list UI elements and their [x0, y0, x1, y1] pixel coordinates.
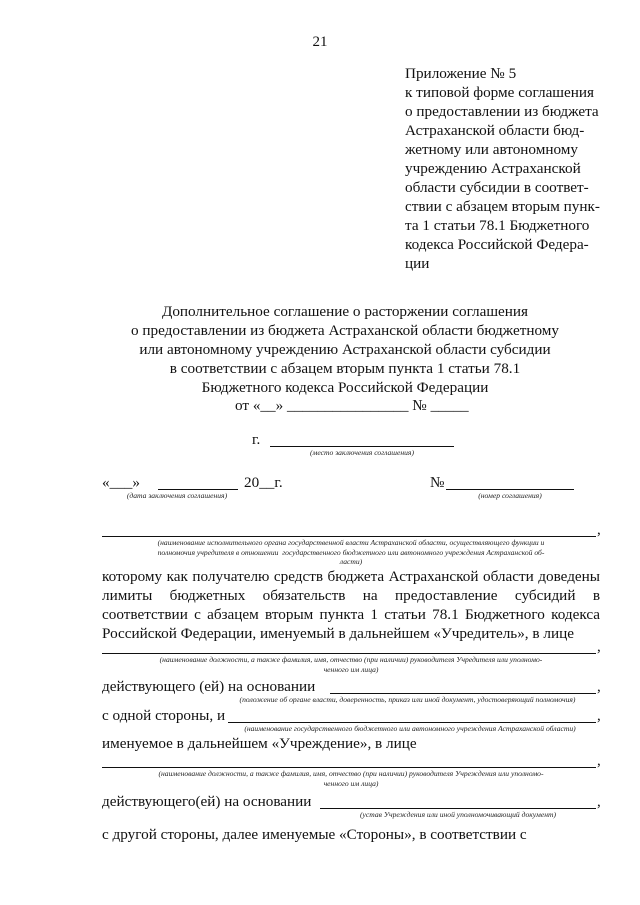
institution-rep-field[interactable] — [102, 767, 596, 768]
number-field[interactable] — [446, 489, 574, 490]
institution-rep-caption: (наименование должности, а также фамилия, имя, отчество (при наличии) руководителя Учреждения или уполномо- ченного им лица) — [158, 769, 544, 788]
city-caption: (место заключения соглашения) — [310, 448, 414, 457]
acting-basis-label-2: действующего(ей) на основании — [102, 793, 312, 810]
institution-field[interactable] — [228, 722, 596, 723]
title-date-line: от «__» ________________ № _____ — [235, 397, 469, 414]
founder-org-field[interactable] — [102, 536, 596, 537]
date-day: «___» — [102, 474, 140, 491]
number-label: № — [430, 474, 445, 491]
basis-field-2[interactable] — [320, 808, 596, 809]
date-year: 20__г. — [244, 474, 283, 491]
acting-basis-label-1: действующего (ей) на основании — [102, 678, 316, 695]
named-institution: именуемое в дальнейшем «Учреждение», в лице — [102, 735, 417, 752]
one-side-label: с одной стороны, и — [102, 707, 226, 724]
city-field[interactable] — [270, 446, 454, 447]
comma-mark: , — [597, 708, 601, 724]
page-number: 21 — [312, 34, 328, 50]
basis-caption-1: (положение об органе власти, доверенность, приказ или иной документ, удостоверяющий полномочия) — [239, 695, 576, 704]
paragraph-founder: которому как получателю средств бюджета Астраханской области доведены лимиты бюджетных обязательств на предоставление субсидий в соответствии с абзацем вторым пункта 1 статьи 78.1 Бюджетного кодекса Российской Федерации, именуемый в дальнейшем «Учредитель», в лице — [102, 568, 600, 642]
number-caption: (номер соглашения) — [478, 491, 542, 500]
city-prefix: г. — [252, 431, 261, 448]
document-title: Дополнительное соглашение о расторжении соглашения о предоставлении из бюджета Астраханской области бюджетному или автономному учреждению Астраханской области субсидии в соответствии с абзацем вторым пункта 1 статьи 78.1 Бюджетного кодекса Российской Федерации — [131, 303, 559, 396]
founder-rep-field[interactable] — [102, 653, 596, 654]
founder-org-caption: (наименование исполнительного органа государственной власти Астраханской области, осуществляющего функции и полномочия учредителя в отношении государственного бюджетного или автономного учреждения Астраханской об- ласти) — [157, 538, 545, 566]
comma-mark: , — [597, 639, 601, 655]
date-month-field[interactable] — [158, 489, 238, 490]
comma-mark: , — [597, 522, 601, 538]
appendix-note: Приложение № 5 к типовой форме соглашения о предоставлении из бюджета Астраханской области бюд- жетному или автономному учреждению Астраханской области субсидии в соответ- ствии с абзацем вторым пунк- та 1 статьи 78.1 Бюджетного кодекса Российской Федера- ции — [405, 65, 600, 272]
founder-rep-caption: (наименование должности, а также фамилия, имя, отчество (при наличии) руководителя Учредителя или уполномо- ченного им лица) — [159, 655, 543, 674]
comma-mark: , — [597, 753, 601, 769]
comma-mark: , — [597, 679, 601, 695]
basis-caption-2: (устав Учреждения или иной уполномочивающий документ) — [360, 810, 556, 819]
institution-caption: (наименование государственного бюджетного или автономного учреждения Астраханской области) — [244, 724, 576, 733]
date-caption: (дата заключения соглашения) — [126, 491, 228, 500]
comma-mark: , — [597, 794, 601, 810]
basis-field-1[interactable] — [330, 693, 596, 694]
other-side-text: с другой стороны, далее именуемые «Стороны», в соответствии с — [102, 826, 527, 843]
